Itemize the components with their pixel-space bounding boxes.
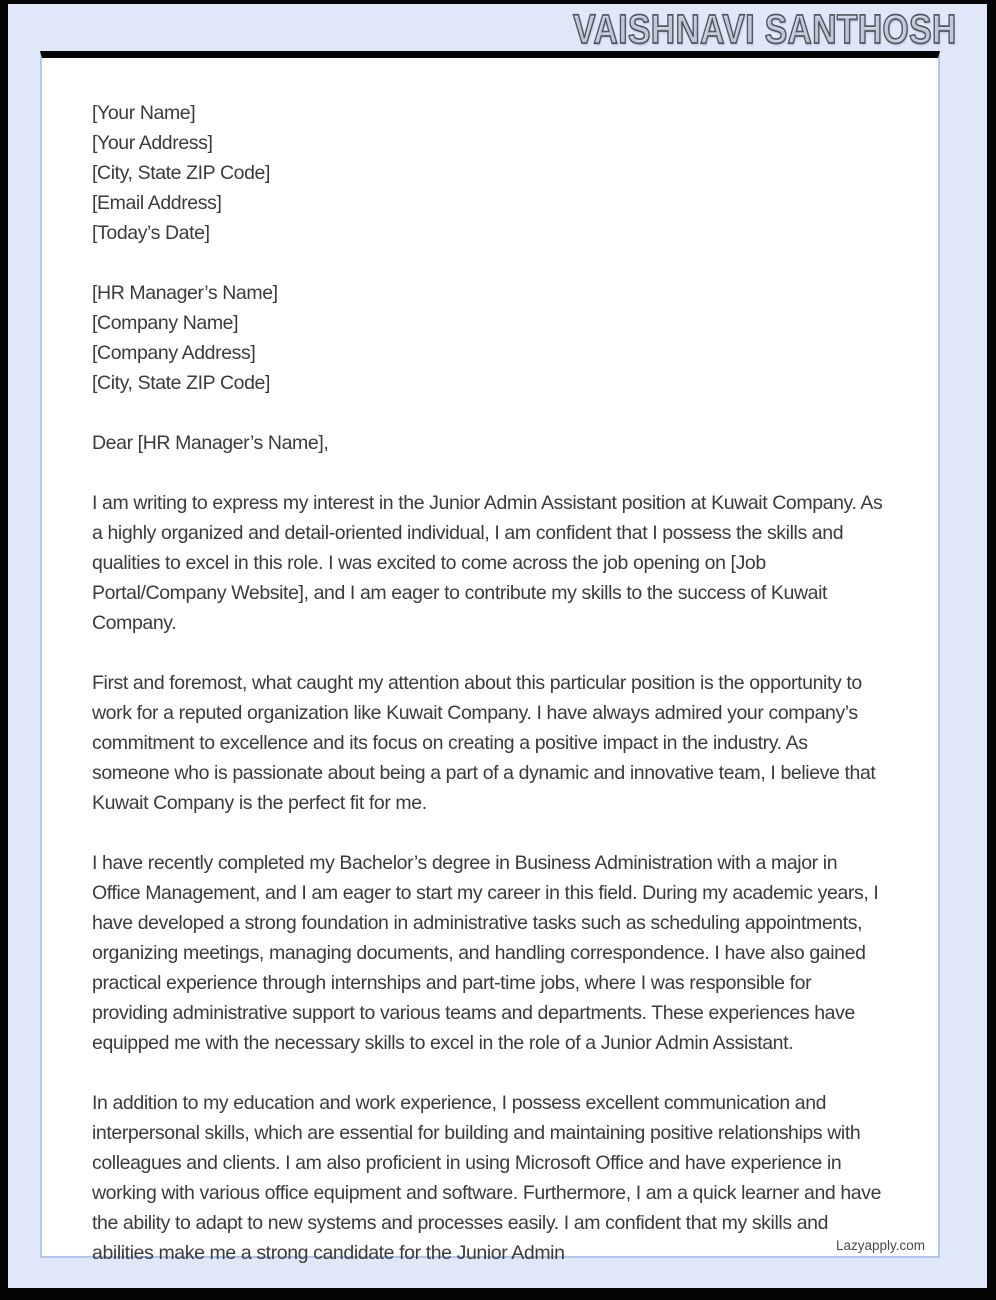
letter-paragraph-intro: I am writing to express my interest in the Junior Admin Assistant position at Kuwait Company. As a highly organized and detail-oriented individual, I am confident that I possess the skills and qualities to excel in this role. I was excited to come across the job opening on [Job Portal/Company Website], and I am eager to contribute my skills to the success of Kuwait Company.: [92, 492, 883, 634]
sender-date-line: [Today’s Date]: [92, 222, 210, 244]
recipient-company-line: [Company Name]: [92, 312, 239, 334]
recipient-block: [92, 278, 888, 398]
letter-page: [40, 51, 940, 1264]
sender-address-line: [Your Address]: [92, 132, 213, 154]
watermark-brand: Lazyapply.com: [835, 1238, 925, 1253]
letterhead: [489, 6, 957, 53]
letter-paragraph-motivation: First and foremost, what caught my attention about this particular position is the opportunity to work for a reputed organization like Kuwait Company. I have always admired your company’s commitment to excellence and its focus on creating a positive impact in the industry. As someone who is passionate about being a part of a dynamic and innovative team, I believe that Kuwait Company is the perfect fit for me.: [92, 672, 876, 814]
sender-city-line: [City, State ZIP Code]: [92, 162, 270, 184]
recipient-name-line: [HR Manager’s Name]: [92, 282, 278, 304]
recipient-city-line: [City, State ZIP Code]: [92, 372, 270, 394]
sender-email-line: [Email Address]: [92, 192, 222, 214]
letter-paragraph-skills: In addition to my education and work experience, I possess excellent communication and interpersonal skills, which are essential for building and maintaining positive relationships with colleagues and clients. I am also proficient in using Microsoft Office and have experience in working with various office equipment and software. Furthermore, I am a quick learner and have the ability to adapt to new systems and processes easily. I am confident that my skills and abilities make me a strong candidate for the Junior Admin: [92, 1092, 882, 1264]
recipient-address-line: [Company Address]: [92, 342, 256, 364]
sender-block: [92, 98, 888, 248]
salutation: Dear [HR Manager’s Name],: [92, 432, 329, 454]
letter-paragraph-education: I have recently completed my Bachelor’s degree in Business Administration with a major in Office Management, and I am eager to start my career in this field. During my academic years, I have developed a strong foundation in administrative tasks such as scheduling appointments, organizing meetings, managing documents, and handling correspondence. I have also gained practical experience through internships and part-time jobs, where I was responsible for providing administrative support to various teams and departments. These experiences have equipped me with the necessary skills to excel in the role of a Junior Admin Assistant.: [92, 852, 879, 1054]
sender-name-line: [Your Name]: [92, 102, 196, 124]
letterhead-name: VAISHNAVI SANTHOSH: [573, 6, 957, 52]
